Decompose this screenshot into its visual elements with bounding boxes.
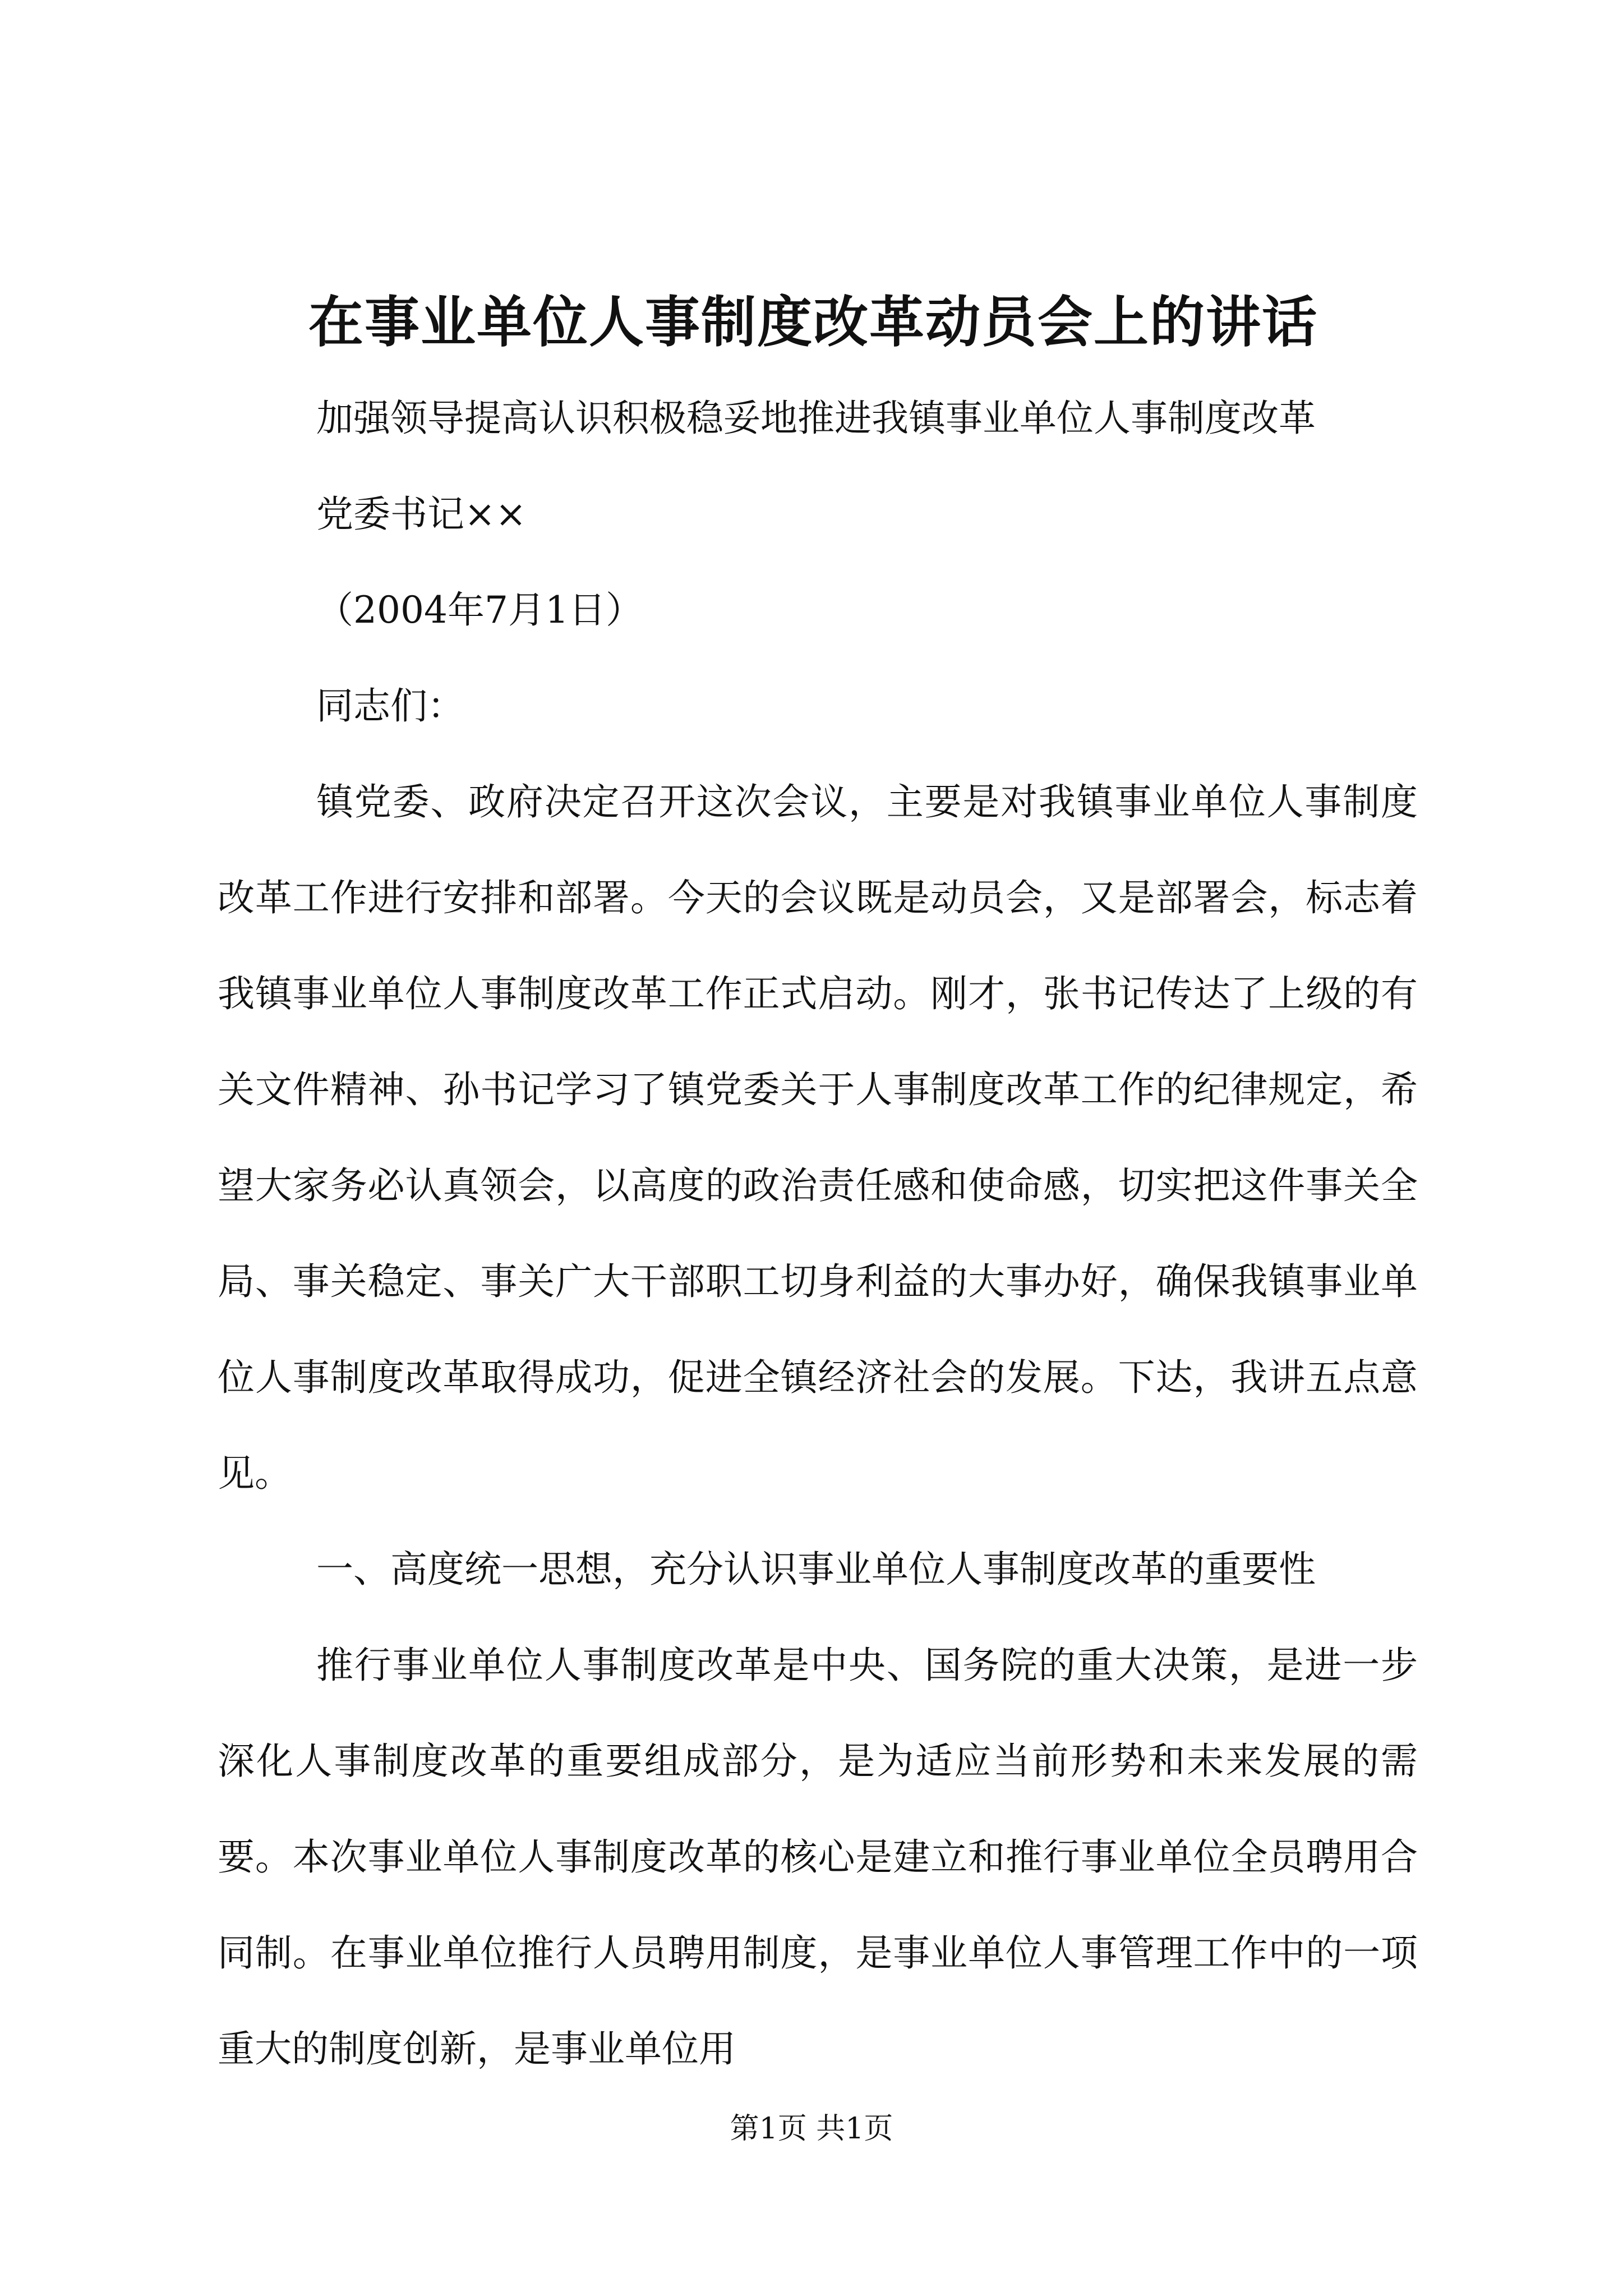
document-title: 在事业单位人事制度改革动员会上的讲话 — [308, 290, 1318, 355]
date-line: （2004年7月1日） — [316, 588, 643, 632]
speaker-line: 党委书记×× — [316, 493, 527, 536]
section-heading: 一、高度统一思想，充分认识事业单位人事制度改革的重要性 — [316, 1548, 1316, 1591]
body-paragraph: 镇党委、政府决定召开这次会议，主要是对我镇事业单位人事制度改革工作进行安排和部署。今天的会议既是动员会，又是部署会，标志着我镇事业单位人事制度改革工作正式启动。刚才，张书记传达了上级的有关文件精神、孙书记学习了镇党委关于人事制度改革工作的纪律规定，希望大家务必认真领会，以高度的政治责任感和使命感，切实把这件事关全局、事关稳定、事关广大干部职工切身利益的大事办好，确保我镇事业单位人事制度改革取得成功，促进全镇经济社会的发展。下达，我讲五点意见。 — [218, 780, 1418, 1495]
body-paragraph: 推行事业单位人事制度改革是中央、国务院的重大决策，是进一步深化人事制度改革的重要组成部分，是为适应当前形势和未来发展的需要。本次事业单位人事制度改革的核心是建立和推行事业单位全员聘用合同制。在事业单位推行人员聘用制度，是事业单位人事管理工作中的一项重大的制度创新，是事业单位用 — [218, 1644, 1418, 2070]
subtitle-paragraph: 加强领导提高认识积极稳妥地推进我镇事业单位人事制度改革 — [316, 397, 1316, 440]
page-footer: 第1页 共1页 — [730, 2112, 893, 2146]
document-body — [218, 370, 1418, 2097]
salutation: 同志们： — [316, 684, 464, 728]
